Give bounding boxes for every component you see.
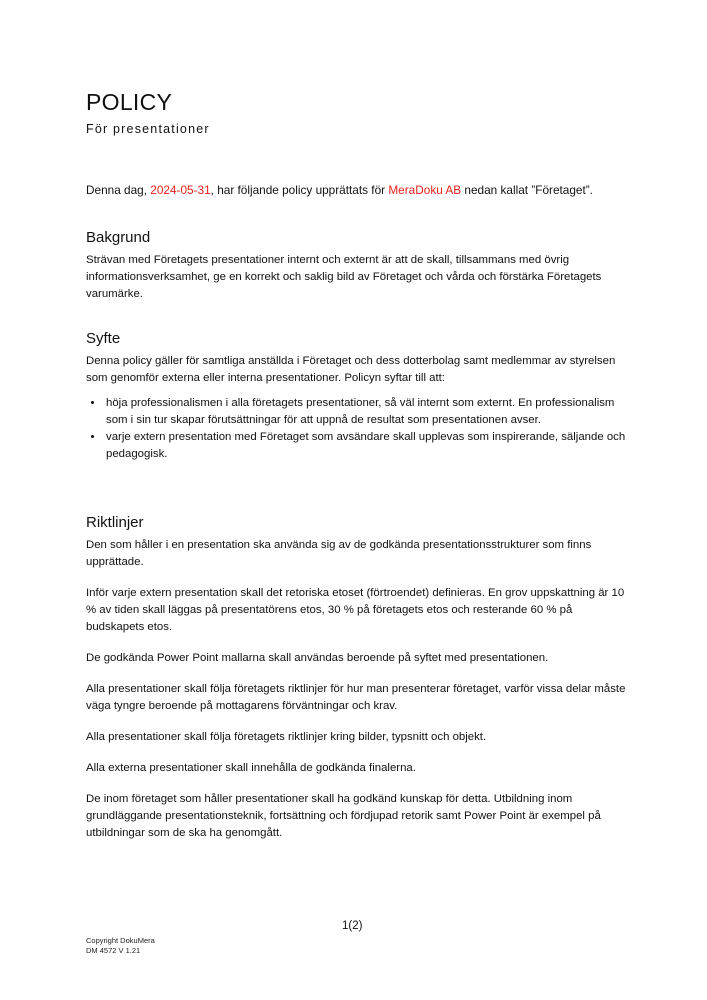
- intro-middle: , har följande policy upprättats för: [210, 183, 389, 197]
- heading-bakgrund: Bakgrund: [86, 229, 151, 246]
- intro-suffix: nedan kallat ”Företaget”.: [461, 183, 593, 197]
- intro-date: 2024-05-31: [150, 183, 211, 197]
- riktlinjer-paragraph: Alla externa presentationer skall innehålla de godkända finalerna.: [86, 762, 416, 774]
- riktlinjer-paragraph: De inom företaget som håller presentationer skall ha godkänd kunskap för detta. Utbildning inom grundläggande presentationsteknik, fortsättning och fördjupad retorik samt Power Point är exempel på utbildningar som de ska ha genomgått.: [86, 793, 601, 839]
- intro-company: MeraDoku AB: [388, 183, 462, 197]
- riktlinjer-paragraph: Alla presentationer skall följa företagets riktlinjer för hur man presenterar företaget, varför vissa delar måste väga tyngre beroende på mottagarens förväntningar och krav.: [86, 683, 626, 712]
- heading-syfte: Syfte: [86, 330, 121, 347]
- riktlinjer-paragraph: Den som håller i en presentation ska använda sig av de godkända presentationsstrukturer som finns upprättade.: [86, 539, 592, 568]
- bakgrund-text: Strävan med Företagets presentationer internt och externt är att de skall, tillsammans med övrig informationsverksamhet, ge en korrekt och saklig bild av Företaget och vårda och förstärka Företagets varumärke.: [86, 254, 602, 300]
- section-riktlinjer: [86, 513, 626, 842]
- footer-doc-id: DM 4572 V 1.21: [86, 946, 141, 955]
- section-bakgrund: [86, 228, 626, 303]
- page-number: 1(2): [342, 920, 363, 932]
- syfte-bullet-list: [86, 395, 626, 463]
- page-title: POLICY: [86, 89, 173, 115]
- syfte-text: Denna policy gäller för samtliga anställda i Företaget och dess dotterbolag samt medlemmar av styrelsen som genomför externa eller interna presentationer. Policyn syftar till att:: [86, 355, 616, 384]
- bullet-item: • höja professionalismen i alla företagets presentationer, så väl internt som externt. En professionalism som i sin tur skapar förutsättningar för att uppnå de resultat som presentationen avser.: [104, 395, 626, 429]
- riktlinjer-paragraph: De godkända Power Point mallarna skall användas beroende på syftet med presentationen.: [86, 652, 549, 664]
- heading-riktlinjer: Riktlinjer: [86, 514, 144, 531]
- section-syfte: [86, 329, 626, 463]
- page-subtitle: För presentationer: [86, 122, 210, 136]
- riktlinjer-paragraph: Inför varje extern presentation skall det retoriska etoset (förtroendet) definieras. En grov uppskattning är 10 % av tiden skall läggas på presentatörens etos, 30 % på företagets etos och resterande 60 % på budskapets etos.: [86, 587, 625, 633]
- footer-copyright: Copyright DokuMera: [86, 936, 155, 945]
- bullet-item: • varje extern presentation med Företaget som avsändare skall upplevas som inspirerande, säljande och pedagogisk.: [104, 429, 626, 463]
- intro-prefix: Denna dag,: [86, 183, 151, 197]
- intro-paragraph: [86, 182, 631, 199]
- page-footer: [86, 936, 155, 956]
- riktlinjer-paragraph: Alla presentationer skall följa företagets riktlinjer kring bilder, typsnitt och objekt.: [86, 731, 487, 743]
